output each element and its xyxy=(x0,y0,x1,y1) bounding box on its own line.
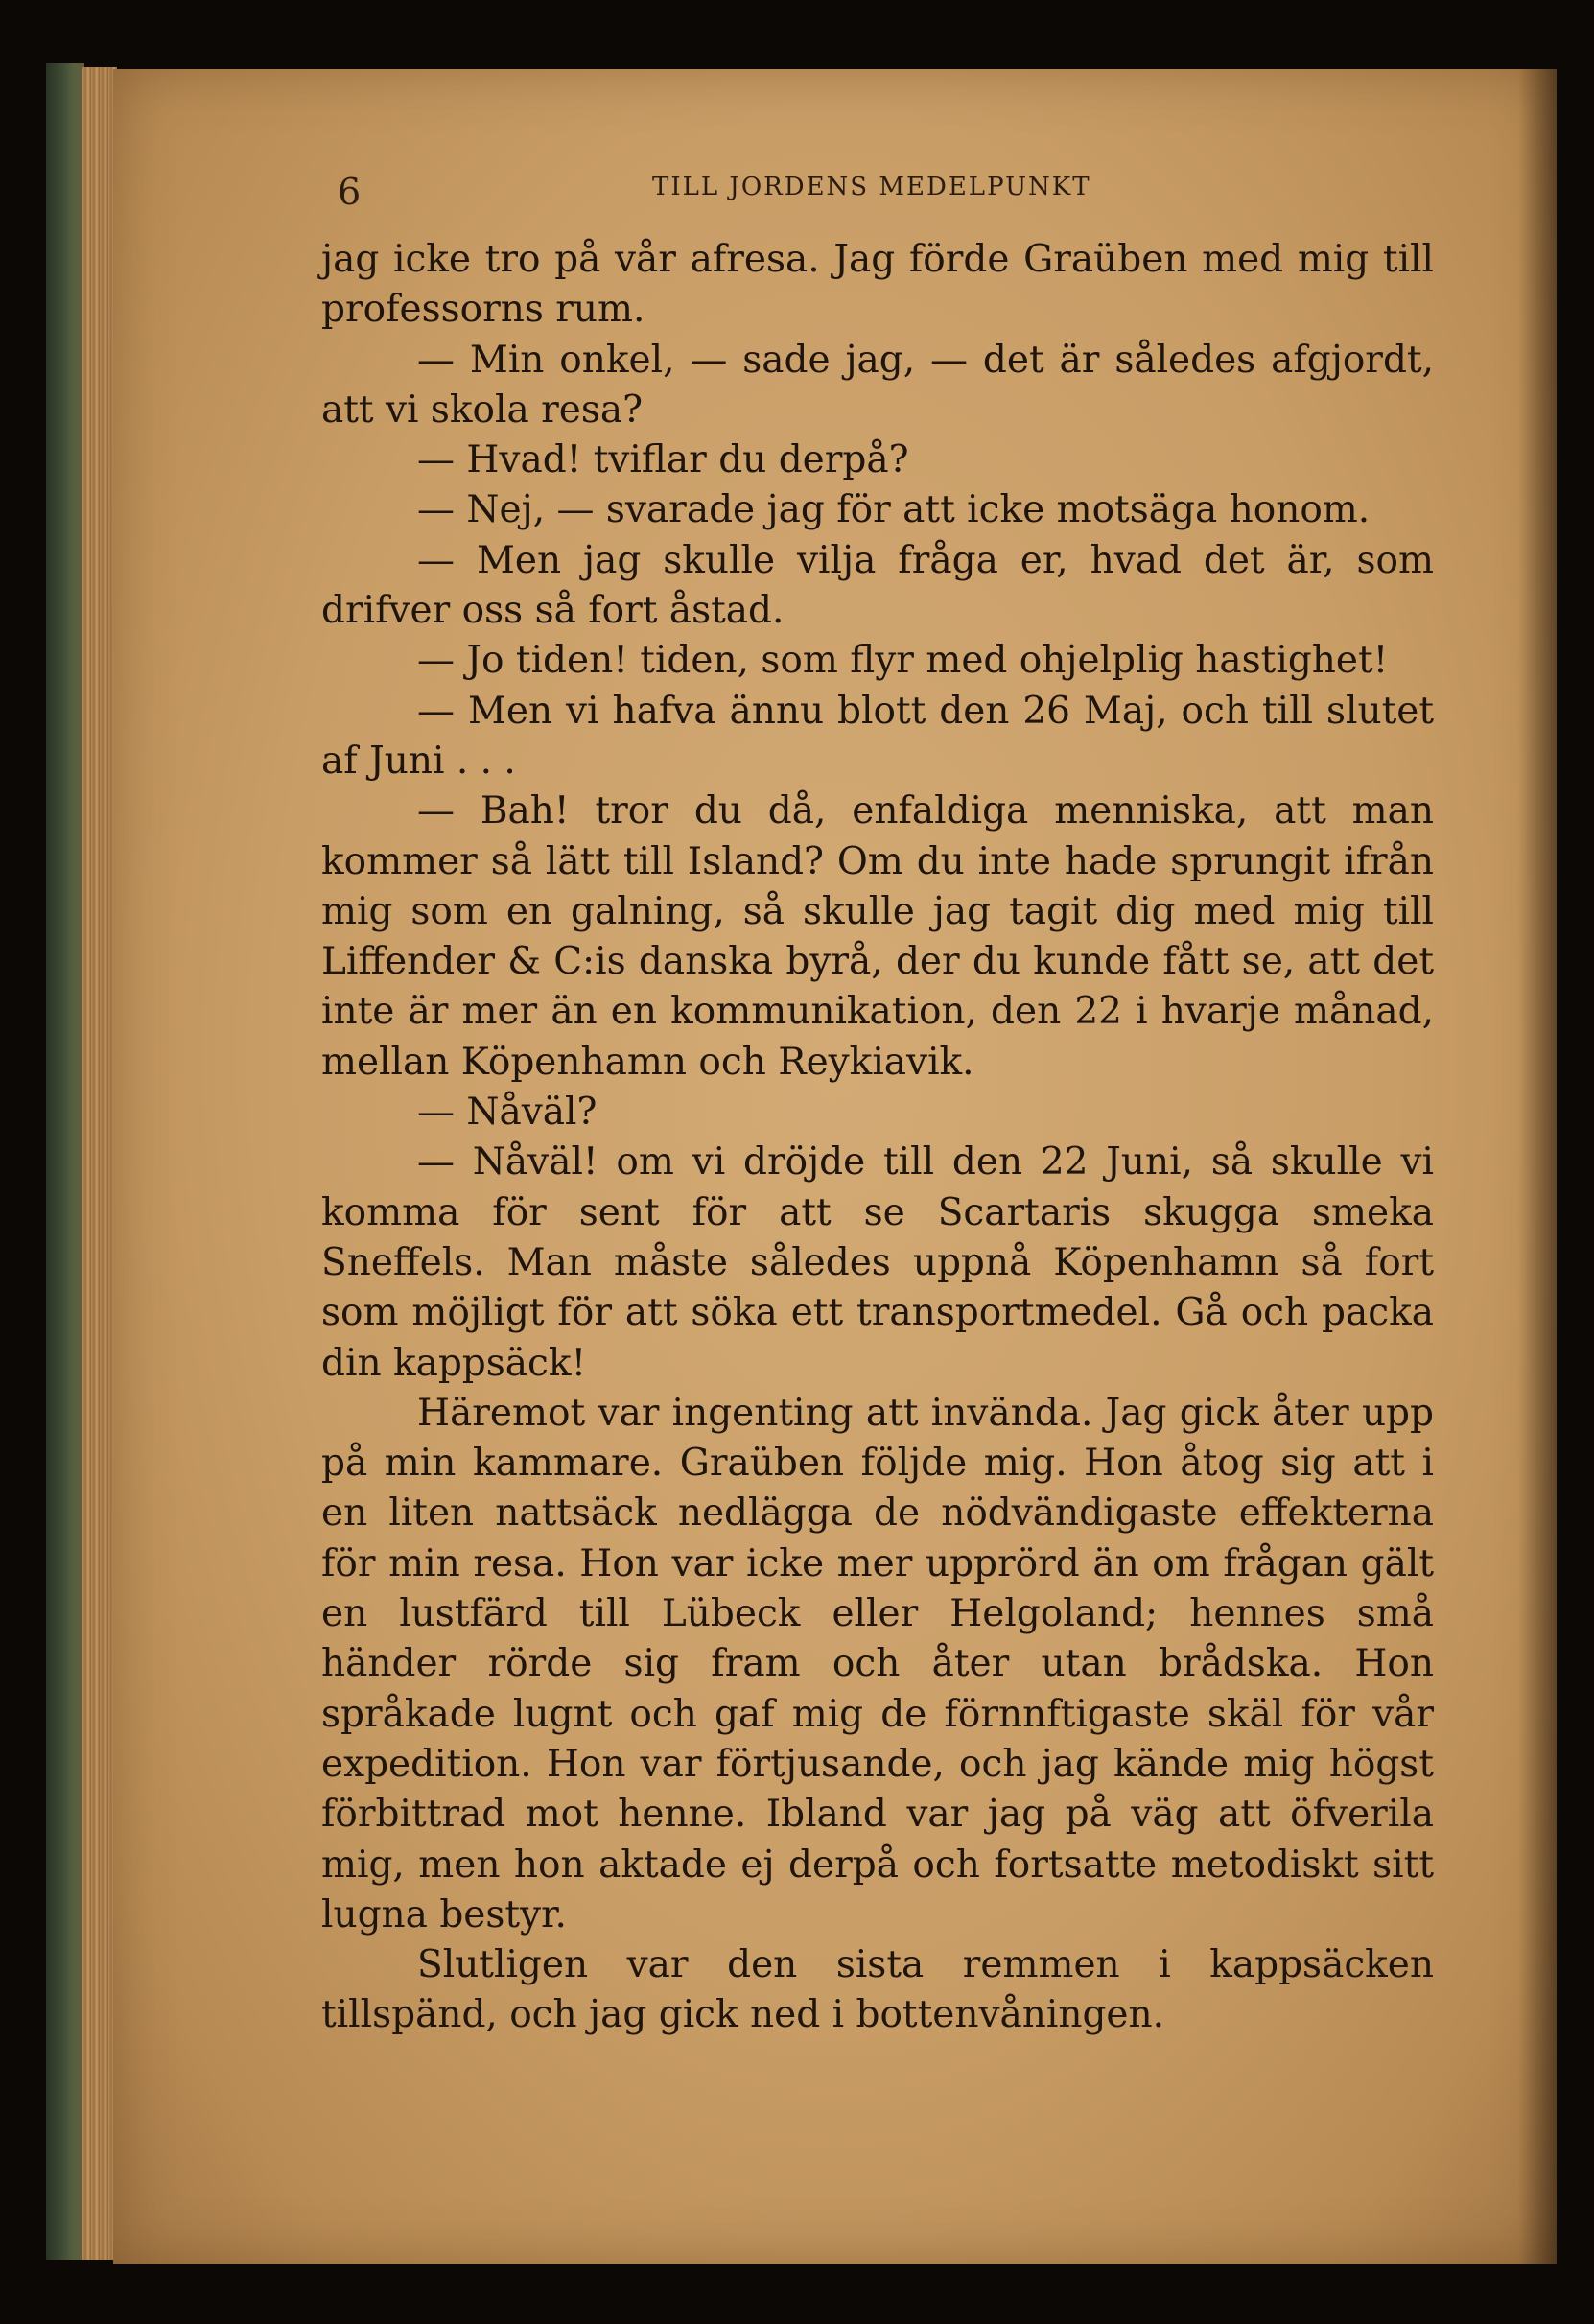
paragraph: — Nej, — svarade jag för att icke motsäga honom. xyxy=(417,488,1371,532)
paragraph: jag icke tro på vår afresa. Jag förde Graüben med mig till professorns rum. xyxy=(321,238,1434,332)
page-body xyxy=(321,235,1434,2041)
page-stack-edge xyxy=(82,67,117,2260)
paragraph: — Nåväl? xyxy=(417,1091,598,1135)
page-number: 6 xyxy=(338,171,362,213)
paragraph: — Jo tiden! tiden, som flyr med ohjelplig hastighet! xyxy=(417,639,1389,683)
paragraph: — Hvad! tviflar du derpå? xyxy=(417,438,909,482)
paragraph: — Men jag skulle vilja fråga er, hvad det är, som drifver oss så fort åstad. xyxy=(321,538,1434,633)
paragraph: — Bah! tror du då, enfaldiga menniska, att man kommer så lätt till Island? Om du inte hade sprungit ifrån mig som en galning, så skulle jag tagit dig med mig till Liffender & C:is danska byrå, der du kunde fått se, att det inte är mer än en kommunikation, den 22 i hvarje månad, mellan Köpenhamn och Reykiavik. xyxy=(321,789,1434,1084)
paragraph: Slutligen var den sista remmen i kappsäcken tillspänd, och jag gick ned i bottenvåningen. xyxy=(321,1943,1434,2037)
paragraph: — Min onkel, — sade jag, — det är således afgjordt, att vi skola resa? xyxy=(321,338,1434,432)
paragraph: — Nåväl! om vi dröjde till den 22 Juni, så skulle vi komma för sent för att se Scartaris skugga smeka Sneffels. Man måste således uppnå Köpenhamn så fort som möjligt för att söka ett transportmedel. Gå och packa din kappsäck! xyxy=(321,1140,1434,1385)
book-cover-edge xyxy=(46,63,84,2260)
paragraph: — Men vi hafva ännu blott den 26 Maj, och till slutet af Juni . . . xyxy=(321,689,1434,783)
running-title: TILL JORDENS MEDELPUNKT xyxy=(652,173,1091,201)
gutter-shadow xyxy=(1518,69,1557,2264)
paragraph: Häremot var ingenting att invända. Jag gick åter upp på min kammare. Graüben följde mig. Hon åtog sig att i en liten nattsäck nedlägga de nödvändigaste effekterna för min resa. Hon var icke mer upprörd än om frågan gält en lustfärd till Lübeck eller Helgoland; hennes små händer rörde sig fram och åter utan brådska. Hon språkade lugnt och gaf mig de förnnftigaste skäl för vår expedition. Hon var förtjusande, och jag kände mig högst förbittrad mot henne. Ibland var jag på väg att öfverila mig, men hon aktade ej derpå och fortsatte metodiskt sitt lugna bestyr. xyxy=(321,1391,1434,1937)
